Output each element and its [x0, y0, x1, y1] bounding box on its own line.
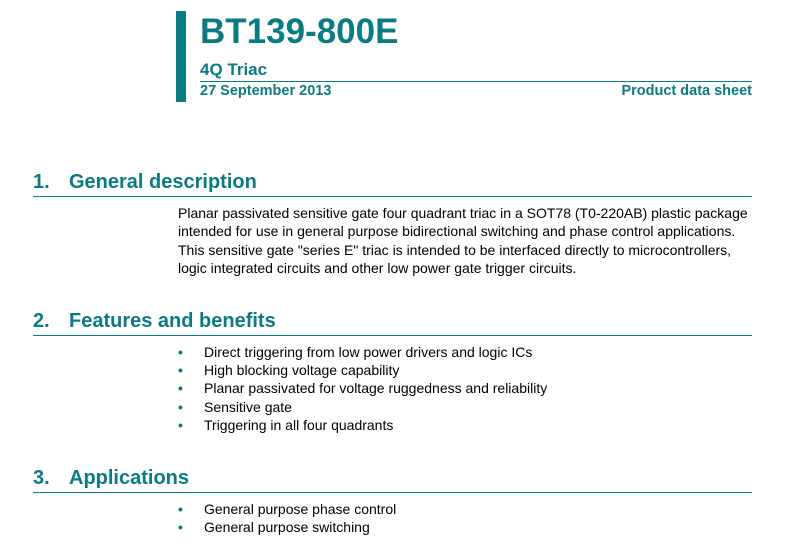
document-date: 27 September 2013	[200, 83, 332, 99]
section-title: Features and benefits	[69, 310, 276, 332]
list-item: • General purpose switching	[178, 519, 370, 536]
section-rule	[33, 196, 752, 197]
bullet-icon: •	[178, 380, 183, 397]
section-heading-applications	[33, 465, 189, 491]
bullet-icon: •	[178, 519, 183, 536]
section-heading-general-description	[33, 169, 257, 195]
bullet-icon: •	[178, 398, 183, 415]
section-rule	[33, 492, 752, 493]
section-number: 1.	[33, 171, 50, 193]
header-accent-bar	[176, 11, 186, 102]
document-title: BT139-800E	[200, 12, 399, 51]
section-rule	[33, 335, 752, 336]
list-item: • Direct triggering from low power drivers and logic ICs	[178, 344, 533, 360]
section-heading-features	[33, 308, 276, 334]
bullet-icon: •	[178, 362, 183, 379]
features-list	[178, 343, 547, 434]
section-number: 2.	[33, 310, 50, 332]
section-title: General description	[69, 171, 257, 193]
document-type: Product data sheet	[621, 83, 752, 99]
list-item: • High blocking voltage capability	[178, 362, 400, 379]
list-item: • Sensitive gate	[178, 398, 292, 415]
list-item: • Planar passivated for voltage ruggedness and reliability	[178, 380, 548, 397]
bullet-icon: •	[178, 344, 183, 360]
general-description-text: Planar passivated sensitive gate four quadrant triac in a SOT78 (T0-220AB) plastic package intended for use in general purpose bidirectional switching and phase control applications. This sensitive gate "series E" triac is intended to be interfaced directly to microcontrollers, logic integrated circuits and other low power gate trigger circuits.	[178, 205, 748, 276]
bullet-icon: •	[178, 416, 183, 433]
applications-list	[178, 500, 396, 536]
document-subtitle: 4Q Triac	[200, 60, 268, 79]
bullet-icon: •	[178, 501, 183, 517]
section-number: 3.	[33, 467, 50, 489]
list-item: • General purpose phase control	[178, 501, 397, 517]
section-title: Applications	[69, 467, 190, 489]
list-item: • Triggering in all four quadrants	[178, 416, 394, 433]
